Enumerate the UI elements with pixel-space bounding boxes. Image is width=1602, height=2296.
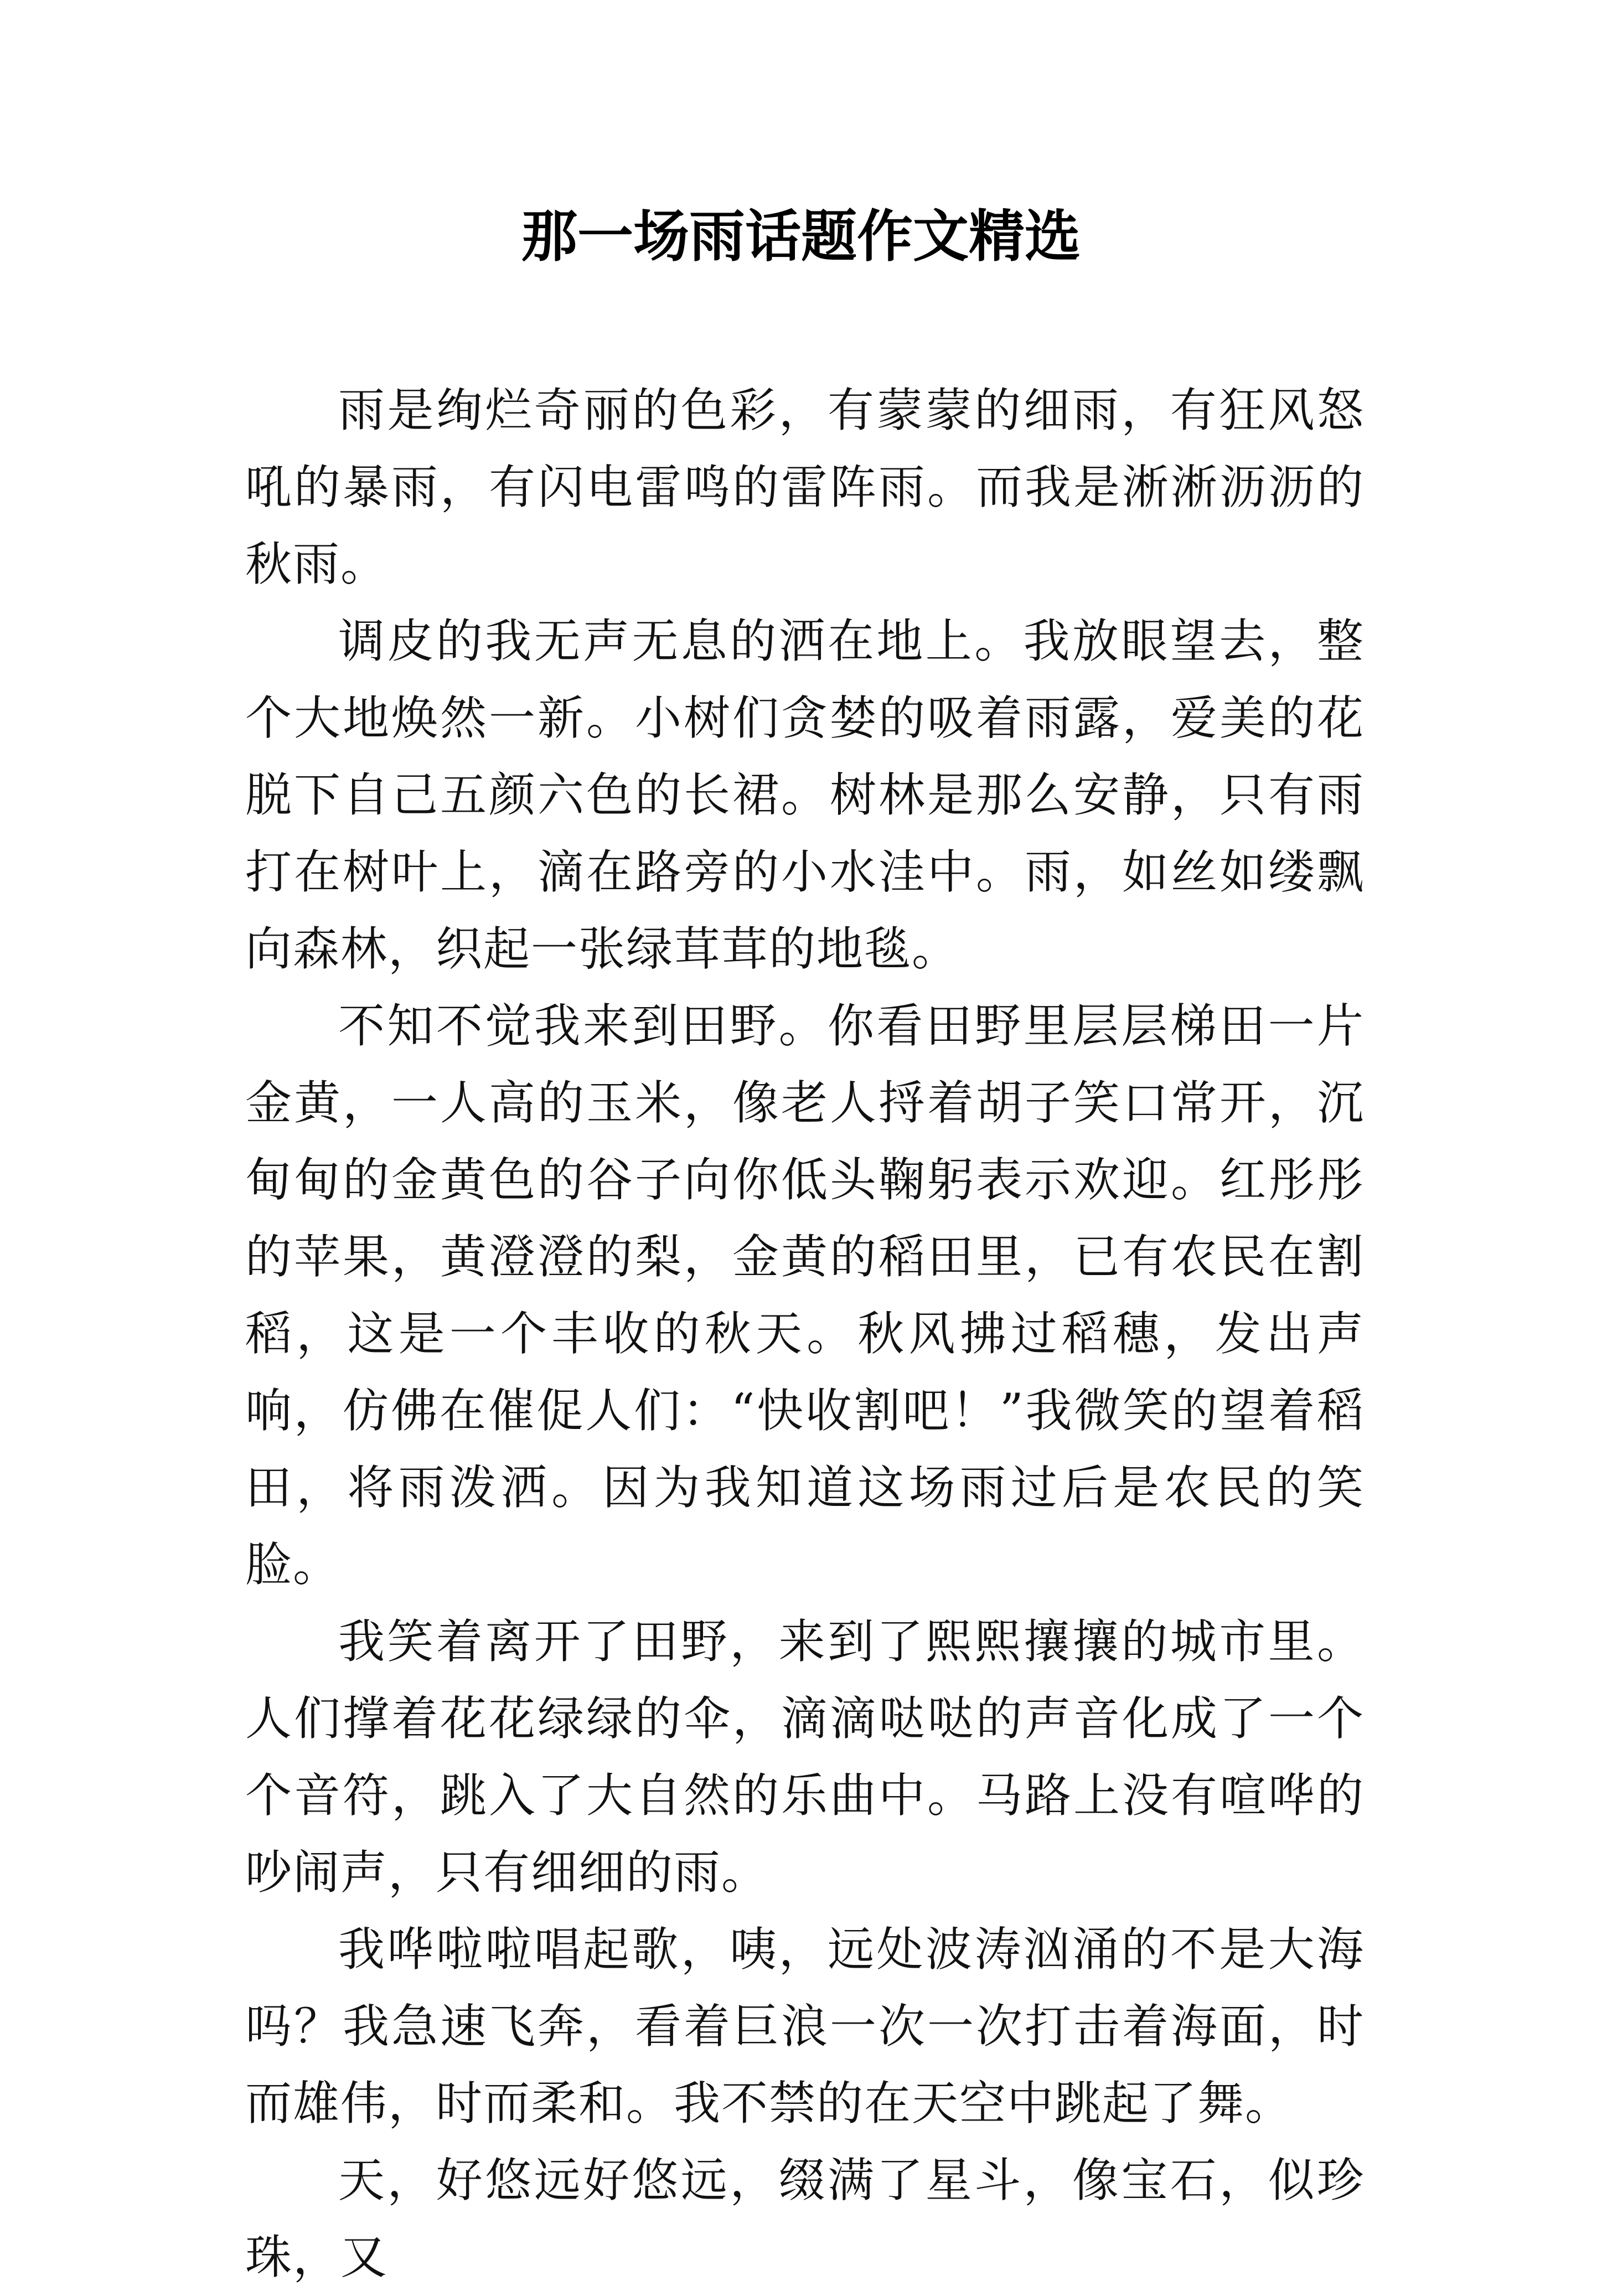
paragraph: 不知不觉我来到田野。你看田野里层层梯田一片金黄，一人高的玉米，像老人捋着胡子笑口常开，沉甸甸的金黄色的谷子向你低头鞠躬表示欢迎。红彤彤的苹果，黄澄澄的梨，金黄的稻田里，已有农民在割稻，这是一个丰收的秋天。秋风拂过稻穗，发出声响，仿佛在催促人们：“快收割吧！”我微笑的望着稻田，将雨泼洒。因为我知道这场雨过后是农民的笑脸。 xyxy=(245,999,1365,1592)
document-body xyxy=(245,372,1365,2296)
paragraph: 我哗啦啦唱起歌，咦，远处波涛汹涌的不是大海吗？我急速飞奔，看着巨浪一次一次打击着海面，时而雄伟，时而柔和。我不禁的在天空中跳起了舞。 xyxy=(245,1922,1365,2130)
document-title: 那一场雨话题作文精选 xyxy=(521,203,1081,269)
paragraph: 雨是绚烂奇丽的色彩，有蒙蒙的细雨，有狂风怒吼的暴雨，有闪电雷鸣的雷阵雨。而我是淅淅沥沥的秋雨。 xyxy=(245,383,1365,591)
paragraph: 天，好悠远好悠远，缀满了星斗，像宝石，似珍珠，又 xyxy=(245,2153,1365,2284)
paragraph: 我笑着离开了田野，来到了熙熙攘攘的城市里。人们撑着花花绿绿的伞，滴滴哒哒的声音化成了一个个音符，跳入了大自然的乐曲中。马路上没有喧哗的吵闹声，只有细细的雨。 xyxy=(245,1614,1365,1900)
paragraph: 调皮的我无声无息的洒在地上。我放眼望去，整个大地焕然一新。小树们贪婪的吸着雨露，爱美的花脱下自己五颜六色的长裙。树林是那么安静，只有雨打在树叶上，滴在路旁的小水洼中。雨，如丝如缕飘向森林，织起一张绿茸茸的地毯。 xyxy=(245,614,1365,976)
